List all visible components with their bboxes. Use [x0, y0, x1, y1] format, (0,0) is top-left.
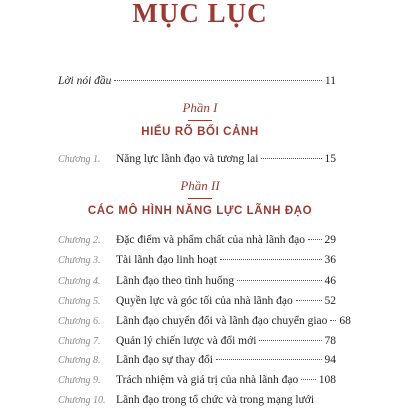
dot-leader	[220, 259, 322, 260]
page-number: 68	[339, 315, 351, 327]
dot-leader	[301, 379, 316, 380]
chapter-number: Chương 1.	[58, 154, 101, 165]
part-divider	[188, 198, 212, 199]
toc-entry-chapter-6[interactable]	[58, 312, 351, 330]
page-number: 94	[324, 354, 336, 366]
page-number: 29	[324, 234, 336, 246]
dot-leader	[216, 359, 322, 360]
toc-entry-chapter-10[interactable]	[58, 391, 336, 409]
chapter-title: Trách nhiệm và giá trị của nhà lãnh đạo	[116, 374, 299, 386]
chapter-number: Chương 3.	[58, 255, 101, 266]
dot-leader	[261, 158, 321, 159]
toc-entry-chapter-9[interactable]	[58, 371, 336, 389]
chapter-number: Chương 10.	[58, 395, 106, 406]
page-number: 15	[324, 153, 336, 165]
part-divider	[188, 120, 212, 121]
page-number: 11	[324, 75, 336, 87]
chapter-title: Đặc điểm và phẩm chất của nhà lãnh đạo	[116, 234, 306, 246]
dot-leader	[114, 80, 321, 81]
toc-entry-chapter-4[interactable]	[58, 272, 336, 290]
chapter-title: Quyền lực và góc tối của nhà lãnh đạo	[116, 295, 293, 307]
page-number: 108	[318, 374, 336, 386]
chapter-number: Chương 9.	[58, 375, 101, 386]
page-number: 36	[324, 254, 336, 266]
chapter-number: Chương 8.	[58, 355, 101, 366]
dot-leader	[308, 239, 321, 240]
toc-entry-preface[interactable]	[58, 72, 336, 90]
preface-title: Lời nói đầu	[58, 75, 112, 87]
chapter-number: Chương 6.	[58, 316, 101, 327]
chapter-number: Chương 4.	[58, 276, 101, 287]
chapter-title: Tài lãnh đạo linh hoạt	[116, 254, 217, 266]
part-heading: CÁC MÔ HÌNH NĂNG LỰC LÃNH ĐẠO	[87, 205, 313, 217]
chapter-number: Chương 2.	[58, 235, 101, 246]
chapter-title: Lãnh đạo theo tình huống	[116, 275, 235, 287]
toc-entry-chapter-1[interactable]	[58, 150, 336, 168]
chapter-title: Năng lực lãnh đạo và tương lai	[116, 153, 259, 165]
page-number: 78	[324, 335, 336, 347]
part-heading: HIỂU RÕ BỐI CẢNH	[141, 126, 259, 138]
dot-leader	[330, 320, 336, 321]
toc-entry-chapter-7[interactable]	[58, 332, 336, 350]
dot-leader	[259, 340, 321, 341]
chapter-number: Chương 7.	[58, 336, 101, 347]
chapter-title: Lãnh đạo sự thay đổi	[116, 354, 213, 366]
toc-entry-chapter-2[interactable]	[58, 231, 336, 249]
chapter-title: Lãnh đạo chuyển đổi và lãnh đạo chuyển giao	[116, 315, 328, 327]
page-number: 46	[324, 275, 336, 287]
page-number: 52	[324, 295, 336, 307]
page-title: MỤC LỤC	[132, 0, 268, 28]
chapter-number: Chương 5.	[58, 296, 101, 307]
chapter-title: Quản lý chiến lược và đổi mới	[116, 335, 257, 347]
toc-entry-chapter-3[interactable]	[58, 251, 336, 269]
dot-leader	[237, 280, 321, 281]
toc-entry-chapter-8[interactable]	[58, 351, 336, 369]
toc-entry-chapter-5[interactable]	[58, 292, 336, 310]
dot-leader	[296, 300, 322, 301]
part-label: Phần I	[182, 100, 218, 115]
chapter-title: Lãnh đạo trong tổ chức và trong mạng lưới	[116, 394, 315, 406]
part-label: Phần II	[180, 178, 220, 193]
